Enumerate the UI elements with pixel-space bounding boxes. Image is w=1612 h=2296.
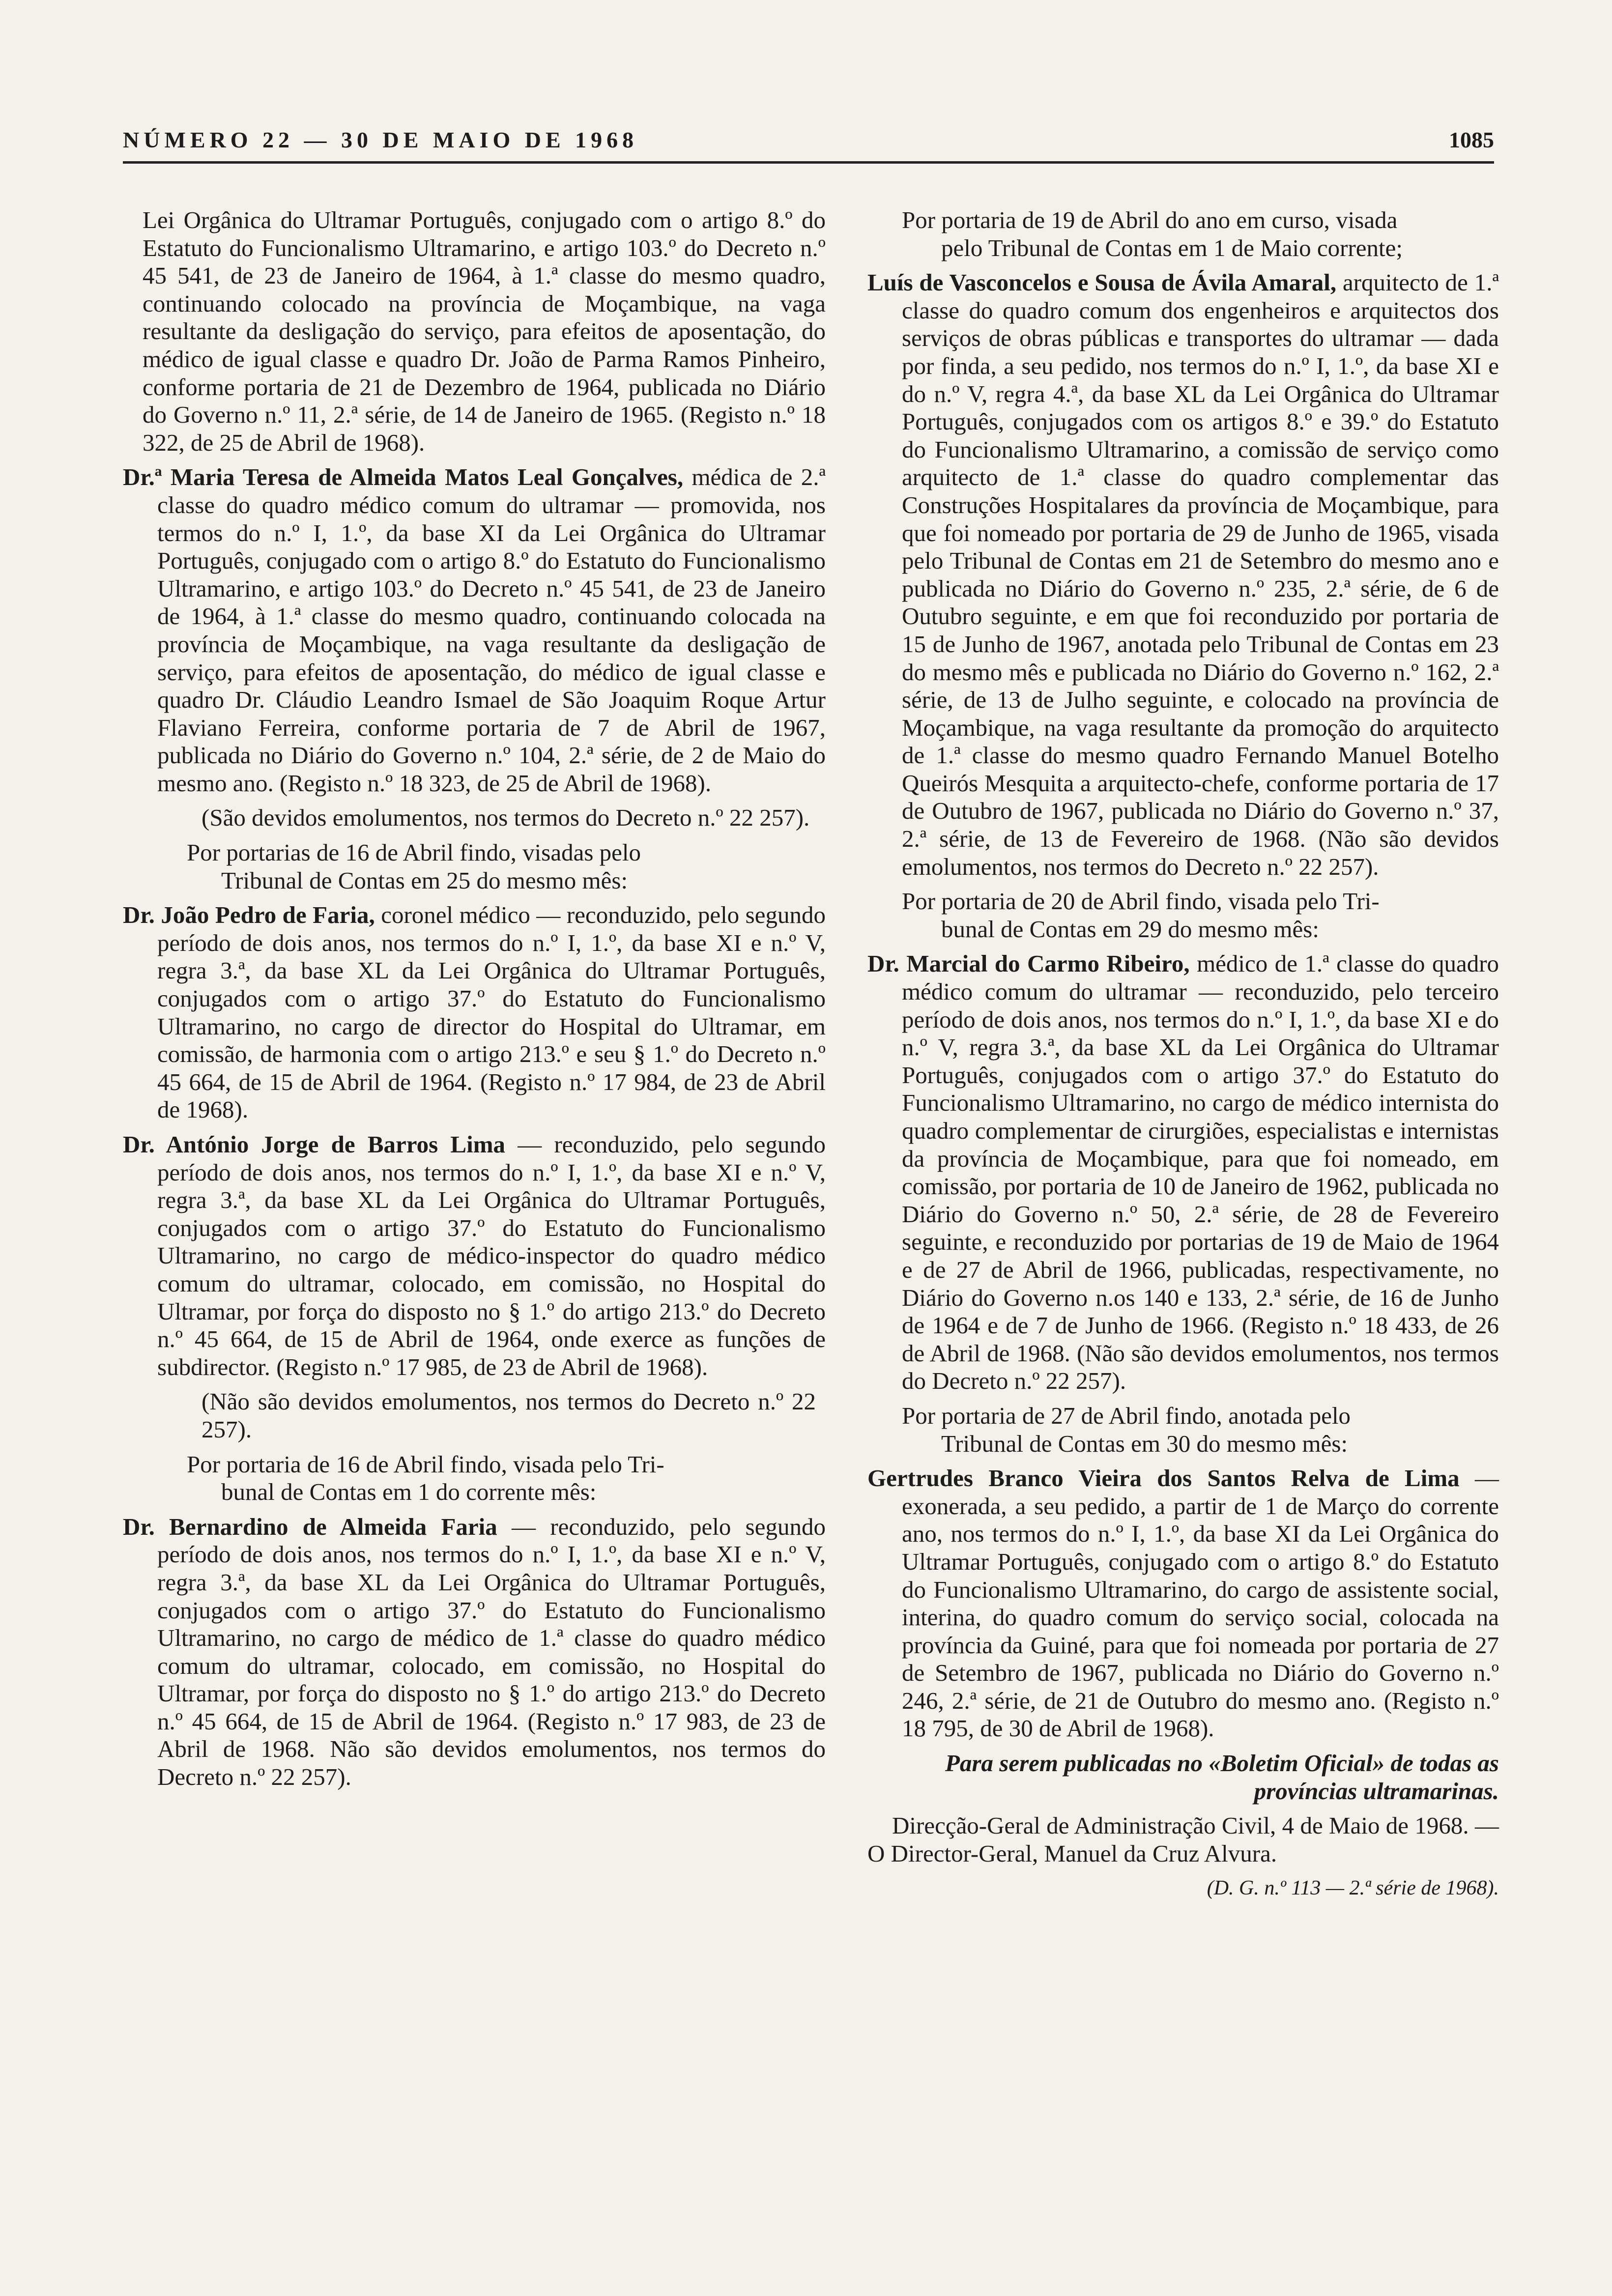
signature-line: Direcção-Geral de Administração Civil, 4 de Maio de 1968. — O Director-Geral, Manuel da Cruz Alvura. bbox=[867, 1812, 1499, 1867]
page-number: 1085 bbox=[1449, 127, 1494, 152]
entry-name: Gertrudes Branco Vieira dos Santos Relva de Lima bbox=[867, 1464, 1460, 1492]
entry-text: arquitecto de 1.ª classe do quadro comum dos engenheiros e arquitectos dos serviços de obras públicas e transportes do ultramar — dada por finda, a seu pedido, nos termos do n.º I, 1.º, da base XI e do n.º V, regra 4.ª, da base XL da Lei Orgânica do Ultramar Português, conjugados com os artigos 8.º e 39.º do Estatuto do Funcionalismo Ultramarino, a comissão de serviço como arquitecto de 1.ª classe do quadro complementar das Construções Hospitalares da província de Moçambique, para que foi nomeado por portaria de 29 de Junho de 1965, visada pelo Tribunal de Contas em 21 de Setembro do mesmo ano e publicada no Diário do Governo n.º 235, 2.ª série, de 6 de Outubro seguinte, e em que foi reconduzido por portaria de 15 de Junho de 1967, anotada pelo Tribunal de Contas em 23 do mesmo mês e publicada no Diário do Governo n.º 162, 2.ª série, de 13 de Julho seguinte, e colocado na província de Moçambique, na vaga resultante da promoção do arquitecto de 1.ª classe do mesmo quadro Fernando Manuel Botelho Queirós Mesquita a arquitecto-chefe, conforme portaria de 17 de Outubro de 1967, publicada no Diário do Governo n.º 37, 2.ª série, de 13 de Fevereiro de 1968. (Não são devidos emolumentos, nos termos do Decreto n.º 22 257). bbox=[902, 269, 1499, 880]
entry-name: Dr. Marcial do Carmo Ribeiro, bbox=[867, 950, 1190, 977]
entry-marcial bbox=[867, 950, 1499, 1395]
right-column bbox=[867, 206, 1499, 1909]
entry-bernardino bbox=[123, 1513, 826, 1791]
entry-name: Luís de Vasconcelos e Sousa de Ávila Amaral, bbox=[867, 269, 1337, 296]
emolument-note: (São devidos emolumentos, nos termos do Decreto n.º 22 257). bbox=[202, 804, 810, 832]
portaria-intro: Por portaria de 20 de Abril findo, visada pelo Tri- bunal de Contas em 29 do mesmo mês: bbox=[902, 888, 1380, 943]
entry-luis-amaral bbox=[867, 269, 1499, 881]
entry-gertrudes bbox=[867, 1464, 1499, 1743]
entry-text: coronel médico — reconduzido, pelo segundo período de dois anos, nos termos do n.º I, 1.º, da base XI e n.º V, regra 3.ª, da base XL da Lei Orgânica do Ultramar Português, conjugados com o artigo 37.º do Estatuto do Funcionalismo Ultramarino, no cargo de director do Hospital do Ultramar, em comissão, de harmonia com o artigo 213.º e seu § 1.º do Decreto n.º 45 664, de 15 de Abril de 1964. (Registo n.º 17 984, de 23 de Abril de 1968). bbox=[157, 901, 826, 1123]
publication-note: Para serem publicadas no «Boletim Oficial» de todas as províncias ultramarinas. bbox=[945, 1750, 1499, 1805]
dg-reference: (D. G. n.º 113 — 2.ª série de 1968). bbox=[1207, 1877, 1499, 1900]
entry-name: Dr. João Pedro de Faria, bbox=[123, 901, 375, 929]
portaria-intro: Por portaria de 16 de Abril findo, visada pelo Tri- bunal de Contas em 1 do corrente mês: bbox=[187, 1450, 664, 1506]
entry-text: — exonerada, a seu pedido, a partir de 1 de Março do corrente ano, nos termos do n.º I, 1.º, da base XI da Lei Orgânica do Ultramar Português, conjugado com o artigo 8.º do Estatuto do Funcionalismo Ultramarino, do cargo de assistente social, interina, do quadro comum do serviço social, colocada na província da Guiné, para que foi nomeada por portaria de 27 de Setembro de 1967, publicada no Diário do Governo n.º 246, 2.ª série, de 21 de Outubro do mesmo ano. (Registo n.º 18 795, de 30 de Abril de 1968). bbox=[902, 1464, 1499, 1742]
entry-text: médica de 2.ª classe do quadro médico comum do ultramar — promovida, nos termos do n.º I, 1.º, da base XI da Lei Orgânica do Ultramar Português, conjugado com o artigo 8.º do Estatuto do Funcionalismo Ultramarino, e artigo 103.º do Decreto n.º 45 541, de 23 de Janeiro de 1964, à 1.ª classe do mesmo quadro, continuando colocada na província de Moçambique, na vaga resultante da desligação de serviço, para efeitos de aposentação, do médico de igual classe e quadro Dr. Cláudio Leandro Ismael de São Joaquim Roque Artur Flaviano Ferreira, conforme portaria de 7 de Abril de 1967, publicada no Diário do Governo n.º 104, 2.ª série, de 2 de Maio do mesmo ano. (Registo n.º 18 323, de 25 de Abril de 1968). bbox=[157, 463, 826, 797]
entry-joao-pedro bbox=[123, 901, 826, 1124]
entry-text: — reconduzido, pelo segundo período de dois anos, nos termos do n.º I, 1.º, da base XI e n.º V, regra 3.ª, da base XL da Lei Orgânica do Ultramar Português, conjugados com o artigo 37.º do Estatuto do Funcionalismo Ultramarino, no cargo de médico-inspector do quadro médico comum do ultramar, colocado, em comissão, no Hospital do Ultramar, por força do disposto no § 1.º do artigo 213.º do Decreto n.º 45 664, de 15 de Abril de 1964, onde exerce as funções de subdirector. (Registo n.º 17 985, de 23 de Abril de 1968). bbox=[157, 1131, 826, 1380]
entry-name: Dr.ª Maria Teresa de Almeida Matos Leal Gonçalves, bbox=[123, 463, 684, 491]
entry-name: Dr. Bernardino de Almeida Faria bbox=[123, 1513, 497, 1540]
portaria-intro: Por portaria de 19 de Abril do ano em curso, visada pelo Tribunal de Contas em 1 de Maio corrente; bbox=[902, 206, 1403, 261]
entry-text: médico de 1.ª classe do quadro médico comum do ultramar — reconduzido, pelo terceiro período de dois anos, nos termos do n.º I, 1.º, da base XI e do n.º V, regra 3.ª, da base XL da Lei Orgânica do Ultramar Português, conjugados com o artigo 37.º do Estatuto do Funcionalismo Ultramarino, no cargo de médico internista do quadro complementar de cirurgiões, especialistas e internistas da província de Moçambique, para que foi nomeado, em comissão, por portaria de 10 de Janeiro de 1962, publicada no Diário do Governo n.º 50, 2.ª série, de 28 de Fevereiro seguinte, e reconduzido por portarias de 19 de Maio de 1964 e de 27 de Abril de 1966, publicadas, respectivamente, no Diário do Governo n.os 140 e 133, 2.ª série, de 16 de Junho de 1964 e de 7 de Junho de 1966. (Registo n.º 18 433, de 26 de Abril de 1968. (Não são devidos emolumentos, nos termos do Decreto n.º 22 257). bbox=[902, 950, 1499, 1395]
entry-maria-teresa bbox=[123, 463, 826, 797]
entry-antonio-jorge bbox=[123, 1131, 826, 1381]
portaria-intro: Por portaria de 27 de Abril findo, anotada pelo Tribunal de Contas em 30 do mesmo mês: bbox=[902, 1402, 1351, 1457]
portaria-intro: Por portarias de 16 de Abril findo, visadas pelo Tribunal de Contas em 25 do mesmo mês: bbox=[187, 839, 641, 894]
entry-name: Dr. António Jorge de Barros Lima bbox=[123, 1131, 506, 1158]
issue-line: NÚMERO 22 — 30 DE MAIO DE 1968 bbox=[123, 127, 638, 152]
emolument-note: (Não são devidos emolumentos, nos termos do Decreto n.º 22 257). bbox=[202, 1388, 816, 1443]
paragraph-continuation: Lei Orgânica do Ultramar Português, conjugado com o artigo 8.º do Estatuto do Funcionalismo Ultramarino, e artigo 103.º do Decreto n.º 45 541, de 23 de Janeiro de 1964, à 1.ª classe do mesmo quadro, continuando colocado na província de Moçambique, na vaga resultante da desligação do serviço, para efeitos de aposentação, do médico de igual classe e quadro Dr. João de Parma Ramos Pinheiro, conforme portaria de 21 de Dezembro de 1964, publicada no Diário do Governo n.º 11, 2.ª série, de 14 de Janeiro de 1965. (Registo n.º 18 322, de 25 de Abril de 1968). bbox=[143, 206, 826, 456]
entry-text: — reconduzido, pelo segundo período de dois anos, nos termos do n.º I, 1.º, da base XI e n.º V, regra 3.ª, da base XL da Lei Orgânica do Ultramar Português, conjugados com o artigo 37.º do Estatuto do Funcionalismo Ultramarino, no cargo de médico de 1.ª classe do quadro médico comum do ultramar, colocado, em comissão, no Hospital do Ultramar, por força do disposto no § 1.º do artigo 213.º do Decreto n.º 45 664, de 15 de Abril de 1964. (Registo n.º 17 983, de 23 de Abril de 1968. Não são devidos emolumentos, nos termos do Decreto n.º 22 257). bbox=[157, 1513, 826, 1791]
left-column bbox=[123, 206, 826, 1798]
page-header bbox=[123, 117, 1494, 164]
